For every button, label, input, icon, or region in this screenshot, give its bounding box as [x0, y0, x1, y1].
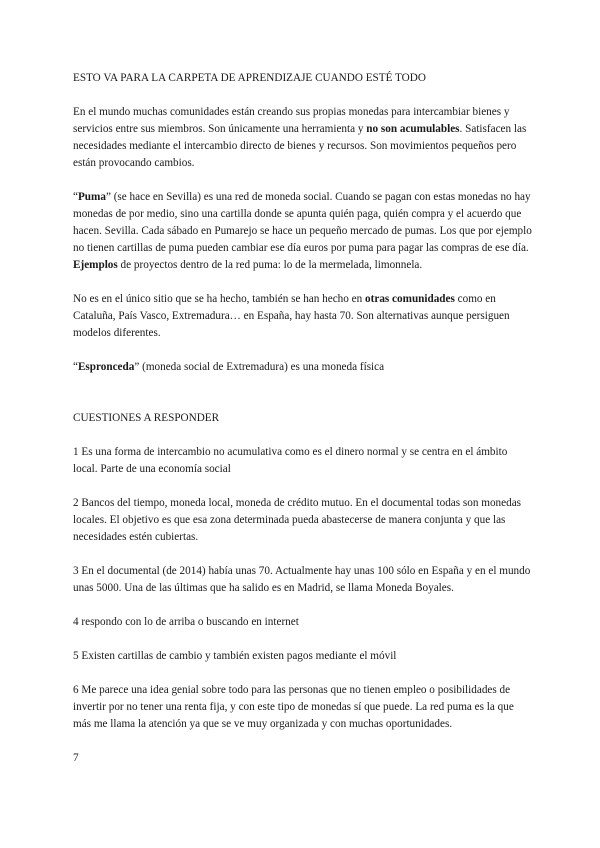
answer-3: 3 En el documental (de 2014) había unas 70. Actualmente hay unas 100 sólo en España y en el mundo unas 5000. Una de las últimas que ha salido es en Madrid, se llama Moneda Boyales. [73, 565, 531, 594]
examples-paragraph: Ejemplos de proyectos dentro de la red puma: lo de la mermelada, limonnela. [73, 259, 423, 271]
answer-6: 6 Me parece una idea genial sobre todo para las personas que no tienen empleo o posibilidades de invertir por no tener una renta fija, y con este tipo de monedas sí que puede. La red puma es la que más me llama la atención ya que se ve muy organizada y con muchas oportunidades. [73, 684, 514, 730]
otras-comunidades-bold: otras comunidades [365, 293, 455, 305]
espronceda-paragraph: “Espronceda” (moneda social de Extremadura) es una moneda física [73, 361, 385, 373]
answer-1: 1 Es una forma de intercambio no acumulativa como es el dinero normal y se centra en el ámbito local. Parte de una economía social [73, 446, 508, 475]
espronceda-bold: Espronceda [77, 361, 135, 373]
answer-2: 2 Bancos del tiempo, moneda local, moneda de crédito mutuo. En el documental todas son monedas locales. El objetivo es que esa zona determinada pueda abastecerse de manera conjunta y que las necesidades estén cubiertas. [73, 497, 522, 543]
no-acumulables-bold: no son acumulables [366, 123, 460, 135]
final-number: 7 [73, 752, 79, 764]
questions-heading: CUESTIONES A RESPONDER [73, 412, 220, 424]
document-heading: ESTO VA PARA LA CARPETA DE APRENDIZAJE CUANDO ESTÉ TODO [73, 72, 426, 84]
answer-5: 5 Existen cartillas de cambio y también existen pagos mediante el móvil [73, 650, 397, 662]
puma-bold: Puma [77, 191, 106, 203]
puma-paragraph: “Puma” (se hace en Sevilla) es una red de moneda social. Cuando se pagan con estas monedas no hay monedas de por medio, sino una cartilla donde se apunta quién paga, quién compra y el acuerdo que hacen. Sevilla. Cada sábado en Pumarejo se hace un pequeño mercado de pumas. Los que por ejemplo no tienen cartillas de puma pueden cambiar ese día euros por puma para pagar las compras de ese día. [73, 191, 532, 254]
answer-4: 4 respondo con lo de arriba o buscando en internet [73, 616, 299, 628]
document-page [73, 70, 533, 767]
intro-paragraph: En el mundo muchas comunidades están creando sus propias monedas para intercambiar bienes y servicios entre sus miembros. Son únicamente una herramienta y no son acumulables. Satisfacen las necesidades mediante el intercambio directo de bienes y recursos. Son movimientos pequeños pero están provocando cambios. [73, 106, 527, 169]
examples-bold: Ejemplos [73, 259, 118, 271]
others-paragraph: No es en el único sitio que se ha hecho, también se han hecho en otras comunidades como en Cataluña, País Vasco, Extremadura… en España, hay hasta 70. Son alternativas aunque persiguen modelos diferentes. [73, 293, 510, 339]
